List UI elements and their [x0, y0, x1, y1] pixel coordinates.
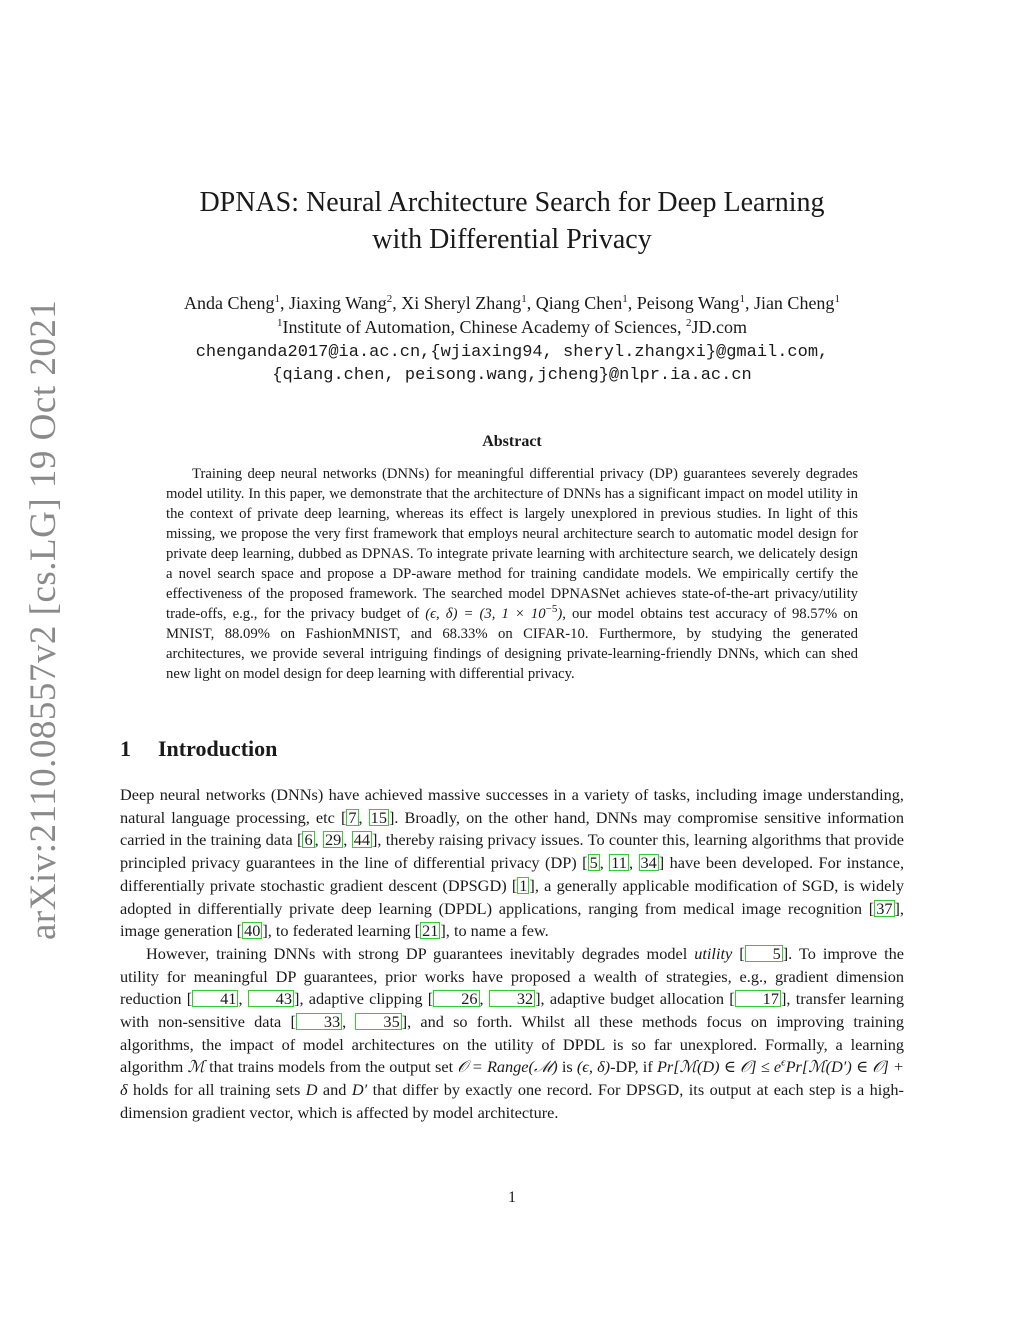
section-heading	[120, 736, 277, 762]
author-affiliation-mark: 1	[274, 293, 281, 305]
paragraph-text: ], to federated learning [	[262, 921, 421, 941]
author-name: Xi Sheryl Zhang	[401, 293, 522, 313]
author-list: Anda Cheng$^1$, Jiaxing Wang$^2$, Xi Sheryl Zhang$^1$, Qiang Chen$^1$, Peisong Wang$^1$, Jian Cheng$^1$	[184, 293, 840, 313]
author-affiliation-mark: 1	[739, 293, 745, 305]
math-close: )	[557, 606, 563, 622]
citation-link[interactable]: 33	[296, 1013, 342, 1030]
paragraph-text: [	[732, 943, 745, 963]
citation-link[interactable]: 11	[611, 853, 627, 873]
email-line-2: {qiang.chen, peisong.wang,jcheng}@nlpr.ia.ac.cn	[272, 366, 752, 385]
math-inline: (ϵ, δ)	[576, 1057, 611, 1077]
title-line-2: with Differential Privacy	[372, 224, 652, 255]
exponent: −5	[545, 603, 558, 616]
math-superscript: ϵ	[781, 1057, 786, 1070]
citation-link[interactable]: 7	[348, 807, 357, 827]
citation-link[interactable]: 37	[876, 898, 893, 918]
affiliation-1: Institute of Automation, Chinese Academy of Sciences,	[282, 317, 682, 337]
author-name: Anda Cheng	[184, 293, 275, 313]
paragraph-text: that differ by exactly one record. For DPSGD, its output at each step is a high-dimension gradient vector, which is affected by model architecture.	[120, 1080, 904, 1122]
paragraph-text: ], image generation [	[120, 898, 904, 941]
paragraph: Deep neural networks (DNNs) have achieved massive successes in a variety of tasks, including image understanding, natural language processing, etc [ 7 , 15 ]. Broadly, on the other hand, DNNs may compromise sensitive information carried in the training data [ 6 , 29 , 44 ], thereby raising privacy issues. To counter this, learning algorithms that provide principled privacy guarantees in the line of differential privacy (DP) [ 5 , 11 , 34 ] have been developed. For instance, differentially private stochastic gradient descent (DPSGD) [ 1 ], a generally applicable modification of SGD, is widely adopted in differentially private deep learning (DPDL) applications, ranging from medical image recognition [ 37 ], image generation [ 40 ], to federated learning [ 21 ], to name a few.	[120, 785, 905, 941]
paragraph-text: holds for all training sets	[127, 1080, 306, 1100]
citation-link[interactable]: 26	[433, 990, 479, 1007]
abstract-text: Training deep neural networks (DNNs) for meaningful differential privacy (DP) guarantees severely degrades model utility. In this paper, we demonstrate that the architecture of DNNs has a significant impact on model utility in the context of private deep learning, whereas its effect is largely unexplored in previous studies. In light of this missing, we propose the very first framework that employs neural architecture search to automatic model design for private deep learning, dubbed as DPNAS. To integrate private learning with architecture search, we delicately design a novel search space and propose a DP-aware method for training candidate models. We empirically certify the effectiveness of the proposed framework. The searched model DPNASNet achieves state-of-the-art privacy/utility trade-offs, e.g., for the privacy budget of	[166, 466, 858, 622]
math-inline: Pr[ℳ(D′) ∈ 𝒪] + δ	[120, 1057, 904, 1100]
abstract-text-continued: , our model obtains test accuracy of 98.57% on MNIST, 88.09% on FashionMNIST, and 68.33% on CIFAR-10. Furthermore, by studying the generated architectures, we provide several intriguing findings of designing private-learning-friendly DNNs, which can shed new light on model design for deep learning with differential privacy.	[166, 606, 858, 682]
math-inline: D′	[351, 1080, 368, 1100]
author-name: Jian Cheng	[753, 293, 835, 313]
author-affiliation-mark: 1	[622, 293, 628, 305]
affiliations	[112, 315, 912, 339]
author-affiliation-mark: 1	[521, 293, 527, 305]
paragraph-text: ]. To improve the utility for meaningful DP guarantees, prior works have proposed a wealth of strategies, e.g., gradient dimension reduction [	[120, 943, 904, 1009]
citation-link[interactable]: 40	[244, 921, 261, 941]
math-inline: Pr[ℳ(D) ∈ 𝒪] ≤ e	[656, 1057, 782, 1077]
paragraph-text: -DP, if	[610, 1057, 657, 1077]
paragraph-text: However, training DNNs with strong DP guarantees inevitably degrades model	[146, 943, 695, 963]
section-title: Introduction	[158, 736, 278, 761]
paragraph-text: ], adaptive budget allocation [	[535, 989, 735, 1009]
citation-link[interactable]: 29	[325, 830, 342, 850]
paragraph: However, training DNNs with strong DP guarantees inevitably degrades model utility [ 5 ]. To improve the utility for meaningful DP guarantees, prior works have proposed a wealth of strategies, e.g., gradient dimension reduction [ 41 , 43 ], adaptive clipping [ 26 , 32 ], adaptive budget allocation [ 17 ], transfer learning with non-sensitive data [ 33 , 35 ], and so forth. Whilst all these methods focus on improving training algorithms, the impact of model architectures on the utility of DPDL is so far unexplored. Formally, a learning algorithm ℳ that trains models from the output set 𝒪 = Range(ℳ) is (ϵ, δ)-DP, if Pr[ℳ(D) ∈ 𝒪] ≤ $e^\epsilon Pr[ℳ(D')$ ∈ 𝒪] + δ holds for all training sets D and D′ that differ by exactly one record. For DPSGD, its output at each step is a high-dimension gradient vector, which is affected by model architecture.	[120, 943, 905, 1122]
affiliation-mark: 1	[277, 317, 283, 329]
author-name: Peisong Wang	[636, 293, 740, 313]
separator: ,	[358, 807, 369, 827]
abstract-body	[166, 464, 858, 684]
affiliation-mark: 2	[685, 317, 692, 329]
citation-link[interactable]: 6	[304, 830, 313, 850]
arxiv-identifier: arXiv:2110.08557v2 [cs.LG] 19 Oct 2021	[23, 299, 64, 940]
author-affiliation-mark: 2	[386, 293, 393, 305]
paragraph-text: ], transfer learning with non-sensitive data [	[120, 989, 905, 1032]
paragraph-text: and	[317, 1080, 352, 1100]
paragraph-text: ], thereby raising privacy issues. To counter this, learning algorithms that provide principled privacy guarantees in the line of differential privacy (DP) [	[120, 830, 905, 873]
paragraph-text: ] have been developed. For instance, differentially private stochastic gradient descent (DPSGD) [	[120, 853, 905, 895]
paragraph-text: ]. Broadly, on the other hand, DNNs may compromise sensitive information carried in the training data [	[120, 807, 904, 850]
author-affiliation-mark: 1	[834, 293, 840, 305]
citation-link[interactable]: 32	[489, 990, 535, 1007]
author-name: Qiang Chen	[535, 293, 623, 313]
citation-link[interactable]: 44	[353, 830, 370, 850]
page-number: 1	[508, 1189, 516, 1206]
affiliation-2: JD.com	[691, 317, 747, 337]
citation-link[interactable]: 34	[640, 853, 657, 873]
email-line-1: chenganda2017@ia.ac.cn,{wjiaxing94, sheryl.zhangxi}@gmail.com,	[195, 343, 829, 362]
citation-link[interactable]: 17	[735, 990, 781, 1007]
math-inline: D	[305, 1080, 318, 1100]
paragraph-text: ], adaptive clipping [	[294, 989, 434, 1009]
math-inline: 𝒪 = Range(ℳ)	[457, 1057, 558, 1077]
citation-link[interactable]: 43	[248, 990, 294, 1007]
math-inline: ℳ	[187, 1057, 205, 1077]
paragraph-text: ], to name a few.	[440, 921, 549, 941]
privacy-budget-math: (ϵ, δ) = (3, 1 × 10	[425, 606, 546, 622]
emphasis: utility	[694, 943, 733, 963]
citation-link[interactable]: 35	[355, 1013, 401, 1030]
citation-link[interactable]: 15	[370, 807, 387, 827]
title-line-1: DPNAS: Neural Architecture Search for Deep Learning	[199, 187, 825, 218]
paragraph-text: Deep neural networks (DNNs) have achieved massive successes in a variety of tasks, including image understanding, natural language processing, etc [	[120, 785, 904, 827]
citation-link[interactable]: 5	[745, 945, 783, 962]
paragraph-text: ], and so forth. Whilst all these methods focus on improving training algorithms, the impact of model architectures on the utility of DPDL is so far unexplored. Formally, a learning algorithm	[120, 1012, 905, 1077]
citation-link[interactable]: 21	[422, 921, 439, 941]
paper-title	[112, 184, 912, 258]
citation-link[interactable]: 41	[192, 990, 238, 1007]
paragraph-text: that trains models from the output set	[204, 1057, 458, 1077]
section-number: 1	[120, 736, 131, 761]
citation-link[interactable]: 5	[589, 853, 598, 873]
paragraph-text: ], a generally applicable modification of SGD, is widely adopted in differentially private deep learning (DPDL) applications, ranging from medical image recognition [	[120, 875, 904, 918]
introduction-body	[120, 784, 904, 1125]
citation-link[interactable]: 1	[519, 875, 528, 895]
abstract-heading: Abstract	[482, 433, 542, 450]
paragraph-text: is	[557, 1057, 577, 1077]
author-name: Jiaxing Wang	[289, 293, 387, 313]
